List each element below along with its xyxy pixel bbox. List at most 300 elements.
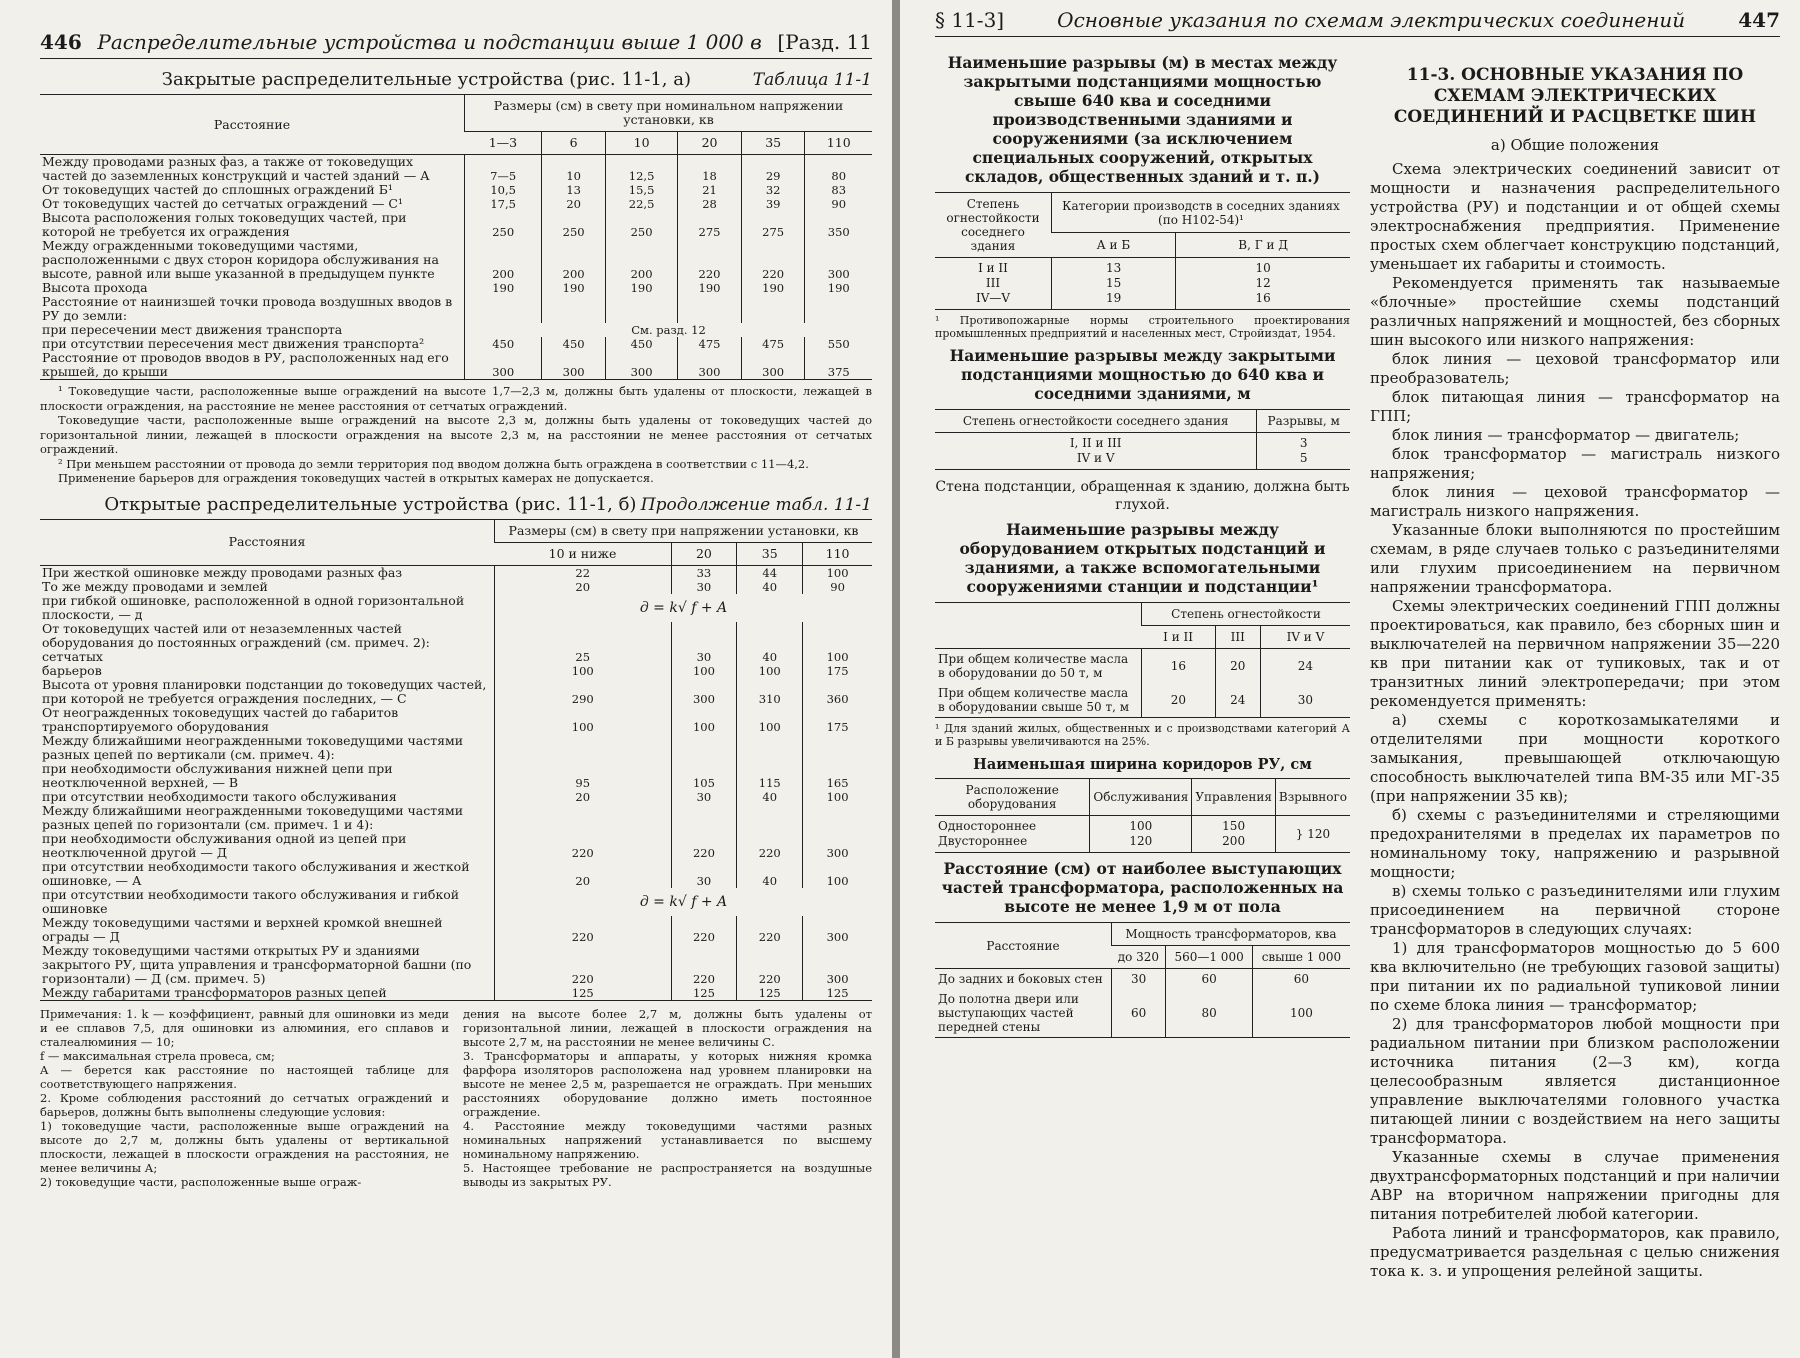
value-cell: 40: [737, 580, 803, 594]
value-cell: 17,5: [465, 197, 542, 211]
value-cell: 450: [605, 337, 677, 351]
value-cell: 300: [542, 351, 606, 380]
table-row: [40, 916, 872, 944]
rt1-h-degree: Степень огнестойкости соседнего здания: [935, 193, 1052, 258]
row-label: От токоведущих частей до сплошных ограждений Б¹: [42, 182, 393, 197]
running-title: Основные указания по схемам электрических соединений: [1057, 8, 1686, 32]
paragraph: Схема электрических соединений зависит от мощности и назначения распределительного устройства (РУ) и подстанции и от общей схемы электроснабжения предприятия. Применение простых схем облегчает конструкцию подстанций, уменьшает их габариты и стоимость.: [1370, 160, 1780, 273]
value-cell: 28: [678, 197, 742, 211]
rt5-col-header: свыше 1 000: [1252, 946, 1350, 969]
rt2-gap-cell: [1257, 433, 1350, 470]
value-cell: 30: [1112, 969, 1166, 990]
value-cell: [495, 734, 672, 762]
rt4-blast-cell: } 120: [1275, 816, 1350, 853]
row-label: сетчатых: [42, 648, 103, 664]
control-value: 200: [1222, 834, 1246, 848]
value-cell: 20: [1142, 683, 1216, 718]
right-page: [900, 0, 1800, 1358]
table-row: [40, 183, 872, 197]
row-label: Между ближайшими неогражденными токоведущими частями разных цепей по горизонтали (см. примеч. 1 и 4):: [42, 802, 464, 832]
table-row: [40, 351, 872, 380]
span-cell: См. разд. 12: [465, 323, 873, 337]
rt5-h-distance: Расстояние: [935, 923, 1112, 969]
rt3-col-header: IV и V: [1260, 626, 1350, 649]
value-cell: [671, 622, 737, 650]
value-cell: 190: [805, 281, 872, 295]
row-label: То же между проводами и землей: [42, 578, 268, 594]
value-cell: 60: [1112, 989, 1166, 1038]
degree-value: III: [985, 276, 1001, 290]
value-cell: [678, 295, 742, 323]
row-label: барьеров: [42, 662, 102, 678]
paragraph: блок линия — цеховой трансформатор или преобразователь;: [1370, 350, 1780, 387]
vgd-value: 10: [1255, 261, 1271, 275]
note: f — максимальная стрела провеса, см;: [40, 1048, 275, 1063]
value-cell: 165: [803, 762, 872, 790]
value-cell: [495, 804, 672, 832]
value-cell: 175: [803, 706, 872, 734]
rt3-col-header: I и II: [1142, 626, 1216, 649]
t1-voltage-header: 6: [542, 132, 606, 155]
value-cell: 300: [678, 351, 742, 380]
value-cell: 300: [465, 351, 542, 380]
ab-value: 19: [1106, 291, 1122, 305]
paragraph: 1) для трансформаторов мощностью до 5 600 ква включительно (не требующих газовой защиты) при питании их по радиальной тупиковой линии по схеме блока линия — трансформатор;: [1370, 939, 1780, 1014]
value-cell: 220: [671, 832, 737, 860]
value-cell: 200: [605, 239, 677, 281]
value-cell: 20: [495, 860, 672, 888]
table-row: [40, 594, 872, 622]
value-cell: 450: [465, 337, 542, 351]
row-label: При общем количестве масла в оборудовании до 50 т, м: [938, 652, 1129, 680]
rt3-col-header: III: [1215, 626, 1260, 649]
paragraph: Указанные схемы в случае применения двухтрансформаторных подстанций и при наличии АВР на вторичном напряжении пригодны для питания потребителей любой категории.: [1370, 1148, 1780, 1223]
value-cell: 30: [671, 650, 737, 664]
row-label: при гибкой ошиновке, расположенной в одной горизонтальной плоскости, — д: [42, 592, 465, 622]
degree-value: IV и V: [1076, 451, 1115, 465]
table-row: [40, 706, 872, 734]
value-cell: 125: [495, 986, 672, 1001]
note: дения на высоте более 2,7 м, должны быть удалены от горизонтальной линии, лежащей в плоскости ограждения на высоте 2,7 м, на расстоянии не менее величины С.: [463, 1006, 872, 1049]
rt5-h-power: Мощность трансформаторов, ква: [1112, 923, 1351, 946]
paragraph: б) схемы с разъединителями и стреляющими предохранителями в пределах их параметров по номинальному току, напряжению и разрывной мощности;: [1370, 806, 1780, 881]
rt1-h-vgd: В, Г и Д: [1176, 233, 1350, 258]
value-cell: 100: [803, 650, 872, 664]
row-label: До полотна двери или выступающих частей передней стены: [938, 992, 1079, 1034]
service-value: 120: [1129, 834, 1153, 848]
value-cell: 100: [671, 664, 737, 678]
section-ref: § 11-3]: [935, 8, 1005, 32]
value-cell: 220: [737, 916, 803, 944]
note: A — берется как расстояние по настоящей таблице для соответствующего напряжения.: [40, 1062, 449, 1091]
table1-caption: [40, 69, 872, 90]
value-cell: 125: [737, 986, 803, 1001]
gap-value: 3: [1299, 436, 1308, 450]
table-row: [40, 650, 872, 664]
note: 5. Настоящее требование не распространяется на воздушные выводы из закрытых РУ.: [463, 1160, 872, 1189]
row-label: Высота расположения голых токоведущих частей, при которой не требуется их ограждения: [42, 210, 407, 239]
rt1-ab-cell: [1052, 258, 1176, 310]
note: 2. Кроме соблюдения расстояний до сетчатых ограждений и барьеров, должны быть выполнены следующие условия:: [40, 1090, 449, 1119]
value-cell: 220: [671, 916, 737, 944]
value-cell: 20: [495, 790, 672, 804]
value-cell: 16: [1142, 649, 1216, 684]
table-row: [40, 211, 872, 239]
degree-value: IV—V: [975, 291, 1011, 305]
value-cell: 190: [465, 281, 542, 295]
paragraph: Схемы электрических соединений ГПП должны проектироваться, как правило, без сборных шин и выключателей на первичном напряжении 35—220 кв при питании как от тупиковых, так и от транзитных линий электропередачи; при этом рекомендуется применять:: [1370, 597, 1780, 710]
row-label: Между огражденными токоведущими частями, расположенными с двух сторон коридора обслуживания на высоте, равной или выше указанной в предыдущем пункте: [42, 238, 439, 281]
notes-column-2: [463, 1007, 872, 1189]
paragraph: блок трансформатор — магистраль низкого напряжения;: [1370, 445, 1780, 482]
value-cell: 60: [1166, 969, 1253, 990]
value-cell: 310: [737, 678, 803, 706]
t2-voltage-header: 10 и ниже: [495, 542, 672, 565]
note: 3. Трансформаторы и аппараты, у которых нижняя кромка фарфора изоляторов расположена над уровнем планировки на высоте не менее 2,5 м, разрешается не ограждать. При меньших расстояниях оборудование должно иметь постоянное ограждение.: [463, 1048, 872, 1119]
row-label: Между проводами разных фаз, а также от токоведущих частей до заземленных конструкций и частей зданий — А: [42, 154, 430, 183]
t2-header-distance: Расстояния: [40, 519, 495, 565]
control-value: 150: [1222, 819, 1246, 833]
value-cell: 125: [803, 986, 872, 1001]
rt4-control-cell: [1192, 816, 1276, 853]
table-row: [40, 678, 872, 706]
service-value: 100: [1129, 819, 1153, 833]
table2-title: Открытые распределительные устройства (рис. 11-1, б): [104, 493, 637, 515]
value-cell: 475: [678, 337, 742, 351]
table-row: [40, 986, 872, 1001]
value-cell: 220: [741, 239, 805, 281]
t2-header-sizes: Размеры (см) в свету при напряжении установки, кв: [495, 519, 873, 542]
degree-value: I и II: [978, 261, 1008, 275]
right-running-header: [935, 8, 1780, 37]
value-cell: 360: [803, 678, 872, 706]
left-page: [0, 0, 892, 1358]
value-cell: 190: [741, 281, 805, 295]
value-cell: 30: [671, 580, 737, 594]
ab-value: 15: [1106, 276, 1122, 290]
rt4-label-cell: [935, 816, 1090, 853]
closed-switchgear-table: [40, 94, 872, 380]
rt4-h-location: Расположение оборудования: [935, 779, 1090, 816]
value-cell: 300: [803, 916, 872, 944]
row-label: От неогражденных токоведущих частей до габаритов транспортируемого оборудования: [42, 704, 399, 734]
table-row: [40, 337, 872, 351]
table-row: [935, 649, 1350, 684]
note: 2) токоведущие части, расположенные выше ограж-: [40, 1174, 362, 1189]
value-cell: 95: [495, 762, 672, 790]
value-cell: 190: [678, 281, 742, 295]
row-label: Между габаритами трансформаторов разных цепей: [42, 984, 387, 1000]
paragraph: 2) для трансформаторов любой мощности при радиальном питании при близком расположении источника питания (2—3 км), когда целесообразным является дистанционное управление выключателями головного участка питающей линии с воздействием на него защиты трансформатора.: [1370, 1015, 1780, 1147]
location-value: Двустороннее: [938, 834, 1028, 848]
t1-voltage-header: 1—3: [465, 132, 542, 155]
value-cell: 39: [741, 197, 805, 211]
value-cell: 40: [737, 650, 803, 664]
vgd-value: 16: [1255, 291, 1271, 305]
value-cell: 220: [671, 944, 737, 986]
value-cell: 100: [803, 860, 872, 888]
section-body: [1370, 160, 1780, 1281]
value-cell: [465, 295, 542, 323]
section-title: 11-3. ОСНОВНЫЕ УКАЗАНИЯ ПО СХЕМАМ ЭЛЕКТРИЧЕСКИХ СОЕДИНЕНИЙ И РАСЦВЕТКЕ ШИН: [1393, 65, 1757, 127]
value-cell: [542, 295, 606, 323]
table1-number: Таблица 11-1: [752, 70, 872, 90]
rt3-footnote: ¹ Для зданий жилых, общественных и с производствами категорий А и Б разрывы увеличиваются на 25%.: [935, 722, 1350, 748]
value-cell: [495, 622, 672, 650]
table-row: [40, 860, 872, 888]
value-cell: [803, 622, 872, 650]
rt2-h-gaps: Разрывы, м: [1257, 410, 1350, 433]
value-cell: 220: [737, 944, 803, 986]
page-number: 447: [1738, 8, 1780, 32]
value-cell: 90: [803, 580, 872, 594]
gaps-small-substations-table: [935, 409, 1350, 470]
value-cell: 30: [1260, 683, 1350, 718]
table-row: [40, 664, 872, 678]
value-cell: 44: [737, 565, 803, 580]
rt4-h-blast: Взрывного: [1275, 779, 1350, 816]
row-label: От токоведущих частей или от незаземленных частей оборудования до постоянных ограждений (см. примеч. 2):: [42, 620, 430, 650]
rt3-h-degree: Степень огнестойкости: [1142, 603, 1351, 626]
value-cell: [671, 804, 737, 832]
table-row: [40, 580, 872, 594]
value-cell: 22,5: [605, 197, 677, 211]
t1-voltage-header: 35: [741, 132, 805, 155]
rt5-col-header: до 320: [1112, 946, 1166, 969]
footnote: Токоведущие части, расположенные выше ограждений на высоте 2,3 м, должны быть удалены от токоведущих частей до горизонтальной линии, лежащей в плоскости ограждения на высоте 2,3 м, на расстоянии не менее расстояния от сетчатых ограждений.: [40, 413, 872, 456]
value-cell: 475: [741, 337, 805, 351]
table1-title: Закрытые распределительные устройства (рис. 11-1, а): [161, 69, 691, 90]
value-cell: 250: [605, 211, 677, 239]
location-value: Одностороннее: [938, 819, 1037, 833]
paragraph: в) схемы только с разъединителями или глухим присоединением на первичной стороне трансформаторов в следующих случаях:: [1370, 882, 1780, 938]
table-row: [40, 888, 872, 916]
table-row: [40, 762, 872, 790]
value-cell: 20: [542, 197, 606, 211]
page-number: 446: [40, 30, 82, 54]
value-cell: [805, 295, 872, 323]
value-cell: 190: [542, 281, 606, 295]
note: 1) токоведущие части, расположенные выше ограждений на высоте до 2,7 м, должны быть удалены от вертикальной плоскости, лежащей в плоскости ограждения на расстояния, не менее величины А;: [40, 1118, 449, 1175]
value-cell: 25: [495, 650, 672, 664]
footnote: ¹ Токоведущие части, расположенные выше ограждений на высоте 1,7—2,3 м, должны быть удалены от плоскости, лежащей в плоскости ограждения, на расстояние не менее расстояния от сетчатых ограждений.: [40, 384, 872, 413]
value-cell: 200: [465, 239, 542, 281]
value-cell: 24: [1215, 683, 1260, 718]
rt5-col-header: 560—1 000: [1166, 946, 1253, 969]
table-row: [935, 969, 1350, 990]
value-cell: [737, 734, 803, 762]
value-cell: 40: [737, 860, 803, 888]
value-cell: 100: [1252, 989, 1350, 1038]
table-row: [40, 239, 872, 281]
value-cell: 175: [803, 664, 872, 678]
transformer-distance-table: [935, 922, 1350, 1038]
t2-voltage-header: 20: [671, 542, 737, 565]
right-column-tables: [935, 47, 1350, 1281]
table-row: [40, 832, 872, 860]
value-cell: 220: [495, 916, 672, 944]
row-label: Расстояние от проводов вводов в РУ, расположенных над его крышей, до крыши: [42, 350, 449, 379]
value-cell: 300: [803, 944, 872, 986]
rt2-degree-cell: [935, 433, 1257, 470]
notes-column-1: [40, 1007, 449, 1189]
value-cell: [737, 622, 803, 650]
table-row: [40, 281, 872, 295]
corridor-width-table: [935, 778, 1350, 853]
value-cell: [741, 295, 805, 323]
value-cell: 350: [805, 211, 872, 239]
value-cell: 300: [741, 351, 805, 380]
value-cell: 300: [803, 832, 872, 860]
section-ref: [Разд. 11: [777, 30, 872, 54]
rt4-h-control: Управления: [1192, 779, 1276, 816]
value-cell: 29: [741, 155, 805, 184]
table2-notes: [40, 1007, 872, 1189]
footnote: Применение барьеров для ограждения токоведущих частей в открытых камерах не допускается.: [58, 471, 654, 485]
value-cell: 83: [805, 183, 872, 197]
value-cell: 12,5: [605, 155, 677, 184]
value-cell: 33: [671, 565, 737, 580]
row-label: При жесткой ошиновке между проводами разных фаз: [42, 564, 403, 580]
table-row: [40, 734, 872, 762]
value-cell: 15,5: [605, 183, 677, 197]
section-subtitle: а) Общие положения: [1490, 136, 1660, 154]
paragraph: Рекомендуется применять так называемые «блочные» простейшие схемы подстанций различных напряжений и мощностей, без сборных шин высокого или низкого напряжения:: [1370, 274, 1780, 349]
row-label: при отсутствии необходимости такого обслуживания и гибкой ошиновке: [42, 886, 460, 916]
t5-title: Расстояние (см) от наиболее выступающих частей трансформатора, расположенных на высоте не менее 1,9 м от пола: [941, 859, 1344, 916]
row-label: при необходимости обслуживания одной из цепей при неотключенной другой — Д: [42, 830, 407, 860]
value-cell: 200: [542, 239, 606, 281]
table2-caption: [40, 494, 872, 515]
rt1-h-categories: Категории производств в соседних зданиях (по Н102-54)¹: [1052, 193, 1351, 233]
table-row: [935, 683, 1350, 718]
value-cell: 220: [737, 832, 803, 860]
row-label: при отсутствии необходимости такого обслуживания и жесткой ошиновке, — А: [42, 858, 470, 888]
table-row: [40, 790, 872, 804]
t1-voltage-header: 20: [678, 132, 742, 155]
value-cell: [803, 734, 872, 762]
row-label: До задних и боковых стен: [938, 972, 1103, 986]
value-cell: 275: [741, 211, 805, 239]
t2-voltage-header: 110: [803, 542, 872, 565]
open-switchgear-table: [40, 519, 872, 1001]
value-cell: [803, 804, 872, 832]
t1-header-distance: Расстояние: [40, 95, 465, 155]
value-cell: 100: [737, 664, 803, 678]
value-cell: 100: [495, 664, 672, 678]
paragraph: а) схемы с короткозамыкателями и отделителями при мощности короткого замыкания, превышающей отключающую способность выключателей типа ВМ-35 или МГ-35 (при напряжении 35 кв);: [1370, 711, 1780, 805]
value-cell: 30: [671, 790, 737, 804]
rt4-service-cell: [1090, 816, 1192, 853]
t1-header-sizes: Размеры (см) в свету при номинальном напряжении установки, кв: [465, 95, 873, 132]
row-label: Высота прохода: [42, 280, 148, 295]
paragraph: Работа линий и трансформаторов, как правило, предусматривается раздельная с целью снижения тока к. з. и упрощения релейной защиты.: [1370, 1224, 1780, 1280]
table-row: [40, 944, 872, 986]
value-cell: 220: [495, 832, 672, 860]
t2-title: Наименьшие разрывы между закрытыми подстанциями мощностью до 640 ква и соседними зданиями, м: [949, 346, 1336, 403]
t1-title: Наименьшие разрывы (м) в местах между закрытыми подстанциями мощностью свыше 640 ква и соседними производственными зданиями и сооружениями (за исключением специальных сооружений, открытых складов, общественных зданий и т. п.): [947, 53, 1338, 186]
row-label: При общем количестве масла в оборудовании свыше 50 т, м: [938, 686, 1130, 714]
value-cell: 300: [605, 351, 677, 380]
table2-number: Продолжение табл. 11-1: [640, 494, 872, 515]
value-cell: 100: [495, 706, 672, 734]
value-cell: [671, 734, 737, 762]
t4-title: Наименьшая ширина коридоров РУ, см: [973, 756, 1312, 773]
table-row: [40, 804, 872, 832]
value-cell: 60: [1252, 969, 1350, 990]
table1-footnotes: [40, 384, 872, 486]
left-running-header: [40, 30, 872, 59]
value-cell: 90: [805, 197, 872, 211]
running-title: Распределительные устройства и подстанции выше 1 000 в: [97, 30, 762, 54]
row-label: От токоведущих частей до сетчатых ограждений — С¹: [42, 196, 403, 211]
value-cell: 40: [737, 790, 803, 804]
paragraph: блок питающая линия — трансформатор на ГПП;: [1370, 388, 1780, 425]
ab-value: 13: [1106, 261, 1122, 275]
table-row: [40, 323, 872, 337]
value-cell: 290: [495, 678, 672, 706]
value-cell: 300: [805, 239, 872, 281]
value-cell: 250: [465, 211, 542, 239]
paragraph: Указанные блоки выполняются по простейшим схемам, в ряде случаев только с разъединителями или глухим присоединением на первичном напряжении трансформатора.: [1370, 521, 1780, 596]
rt2-after-text: Стена подстанции, обращенная к зданию, должна быть глухой.: [935, 479, 1350, 513]
value-cell: 450: [542, 337, 606, 351]
value-cell: 220: [495, 944, 672, 986]
gap-value: 5: [1299, 451, 1308, 465]
value-cell: 125: [671, 986, 737, 1001]
table-row: [40, 197, 872, 211]
row-label: при отсутствии пересечения мест движения транспорта²: [42, 336, 425, 351]
formula-cell: д = k√ f + A: [495, 888, 873, 916]
table-row: [40, 565, 872, 580]
row-label: Между токоведущими частями и верхней кромкой внешней ограды — Д: [42, 914, 443, 944]
row-label: Между токоведущими частями открытых РУ и зданиями закрытого РУ, щита управления и трансформаторной башни (по горизонтали) — Д (см. примеч. 5): [42, 942, 472, 986]
value-cell: 80: [805, 155, 872, 184]
row-label: Между ближайшими неогражденными токоведущими частями разных цепей по вертикали (см. примеч. 4):: [42, 732, 464, 762]
paragraph: блок линия — трансформатор — двигатель;: [1392, 426, 1740, 444]
rt1-footnote: ¹ Противопожарные нормы строительного проектирования промышленных предприятий и населенных мест, Стройиздат, 1954.: [935, 314, 1350, 340]
vgd-value: 12: [1255, 276, 1271, 290]
value-cell: 375: [805, 351, 872, 380]
row-label: при необходимости обслуживания нижней цепи при неотключенной верхней, — В: [42, 760, 393, 790]
value-cell: 220: [678, 239, 742, 281]
value-cell: 100: [803, 790, 872, 804]
value-cell: 24: [1260, 649, 1350, 684]
formula-cell: д = k√ f + A: [495, 594, 873, 622]
t3-title: Наименьшие разрывы между оборудованием открытых подстанций и зданиями, а также вспомогательными сооружениями станции и подстанции¹: [959, 520, 1326, 596]
value-cell: 115: [737, 762, 803, 790]
row-label: при пересечении мест движения транспорта: [42, 322, 343, 337]
t1-voltage-header: 110: [805, 132, 872, 155]
value-cell: 10,5: [465, 183, 542, 197]
degree-value: I, II и III: [1069, 436, 1122, 450]
t1-voltage-header: 10: [605, 132, 677, 155]
t2-voltage-header: 35: [737, 542, 803, 565]
value-cell: 30: [671, 860, 737, 888]
rt4-h-service: Обслуживания: [1090, 779, 1192, 816]
row-label: Высота от уровня планировки подстанции до токоведущих частей, при которой не требуется ограждения последних, — С: [42, 676, 487, 706]
value-cell: 300: [671, 678, 737, 706]
book-gutter: [892, 0, 900, 1358]
value-cell: 32: [741, 183, 805, 197]
value-cell: 105: [671, 762, 737, 790]
value-cell: 100: [803, 565, 872, 580]
value-cell: 550: [805, 337, 872, 351]
rt1-degree-cell: [935, 258, 1052, 310]
right-column-text: [1370, 47, 1780, 1281]
table-row: [40, 295, 872, 323]
footnote: ² При меньшем расстоянии от провода до земли территория под вводом должна быть ограждена в соответствии с 11—4,2.: [58, 456, 809, 471]
